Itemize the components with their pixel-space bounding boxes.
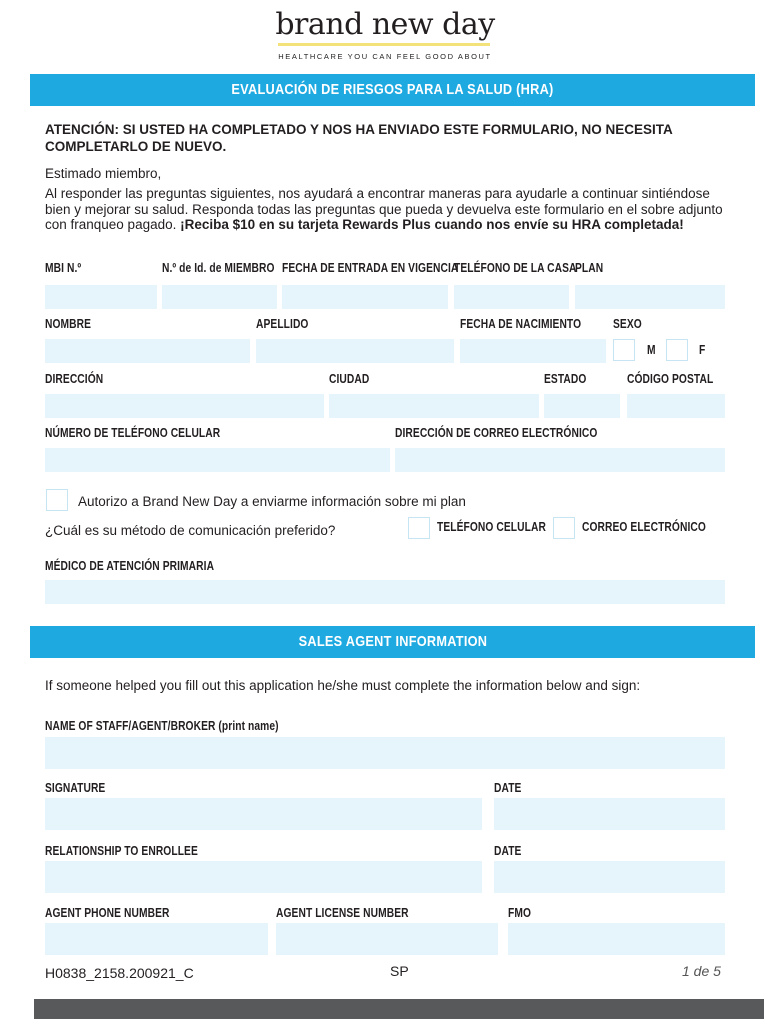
bottom-bar — [34, 999, 764, 1019]
label-relationship: RELATIONSHIP TO ENROLLEE — [45, 844, 198, 858]
label-date-1: DATE — [494, 781, 522, 795]
zip-field[interactable] — [627, 394, 725, 418]
label-last-name: APELLIDO — [256, 317, 309, 331]
attention-notice: ATENCIÓN: SI USTED HA COMPLETADO Y NOS HA ENVIADO ESTE FORMULARIO, NO NECESITA COMPLETARLO DE NUEVO. — [45, 122, 673, 154]
city-field[interactable] — [329, 394, 539, 418]
brand-logo-text: brand new day — [275, 7, 495, 42]
agent-banner-title: SALES AGENT INFORMATION — [298, 633, 487, 650]
label-state: ESTADO — [544, 372, 587, 386]
label-plan: PLAN — [575, 261, 604, 275]
label-city: CIUDAD — [329, 372, 370, 386]
agent-banner — [30, 626, 755, 658]
dob-field[interactable] — [460, 339, 606, 363]
label-agent-phone: AGENT PHONE NUMBER — [45, 906, 170, 920]
hra-banner-title: EVALUACIÓN DE RIESGOS PARA LA SALUD (HRA) — [231, 81, 554, 98]
label-sex-f: F — [699, 343, 706, 357]
label-cell-phone: NÚMERO DE TELÉFONO CELULAR — [45, 426, 221, 440]
language-code: SP — [390, 963, 409, 979]
date-1-field[interactable] — [494, 798, 725, 830]
address-field[interactable] — [45, 394, 324, 418]
pcp-field[interactable] — [45, 580, 725, 604]
logo-underline — [278, 43, 490, 46]
agent-instruction: If someone helped you fill out this application he/she must complete the information below and sign: — [45, 678, 641, 693]
last-name-field[interactable] — [256, 339, 454, 363]
first-name-field[interactable] — [45, 339, 250, 363]
preferred-question: ¿Cuál es su método de comunicación preferido? — [45, 523, 336, 538]
label-first-name: NOMBRE — [45, 317, 92, 331]
brand-tagline: HEALTHCARE YOU CAN FEEL GOOD ABOUT — [278, 52, 492, 61]
mbi-field[interactable] — [45, 285, 157, 309]
plan-field[interactable] — [575, 285, 725, 309]
label-agent-license: AGENT LICENSE NUMBER — [276, 906, 409, 920]
effective-date-field[interactable] — [282, 285, 448, 309]
label-pref-email: CORREO ELECTRÓNICO — [582, 520, 706, 534]
pref-email-checkbox[interactable] — [553, 517, 575, 539]
intro-body — [45, 186, 735, 233]
hra-banner — [30, 74, 755, 106]
form-code: H0838_2158.200921_C — [45, 965, 194, 981]
page-number: 1 de 5 — [682, 963, 721, 979]
agent-license-field[interactable] — [276, 923, 498, 955]
sex-m-checkbox[interactable] — [613, 339, 635, 361]
label-home-phone: TELÉFONO DE LA CASA — [454, 261, 577, 275]
label-fmo: FMO — [508, 906, 532, 920]
label-sex: SEXO — [613, 317, 642, 331]
label-sex-m: M — [647, 343, 656, 357]
label-address: DIRECCIÓN — [45, 372, 104, 386]
greeting: Estimado miembro, — [45, 166, 162, 181]
fmo-field[interactable] — [508, 923, 725, 955]
label-effective-date: FECHA DE ENTRADA EN VIGENCIA — [282, 261, 459, 275]
label-mbi: MBI N.º — [45, 261, 82, 275]
agent-phone-field[interactable] — [45, 923, 268, 955]
agent-name-field[interactable] — [45, 737, 725, 769]
label-email: DIRECCIÓN DE CORREO ELECTRÓNICO — [395, 426, 598, 440]
intro-body-text: Al responder las preguntas siguientes, nos ayudará a encontrar maneras para ayudarle a continuar sintiéndose bien y mejorar su salud. Responda todas las preguntas que pueda y devuelva este formulario en el sobre adjunto con franqueo pagado. — [45, 186, 723, 232]
consent-checkbox[interactable] — [46, 489, 68, 511]
label-date-2: DATE — [494, 844, 522, 858]
label-signature: SIGNATURE — [45, 781, 106, 795]
consent-text: Autorizo a Brand New Day a enviarme información sobre mi plan — [78, 494, 466, 509]
label-dob: FECHA DE NACIMIENTO — [460, 317, 582, 331]
label-pcp: MÉDICO DE ATENCIÓN PRIMARIA — [45, 559, 215, 573]
email-field[interactable] — [395, 448, 725, 472]
label-pref-cell: TELÉFONO CELULAR — [437, 520, 546, 534]
brand-logo — [0, 8, 770, 42]
label-member-id: N.º de Id. de MIEMBRO — [162, 261, 275, 275]
signature-field[interactable] — [45, 798, 482, 830]
intro-reward-text: ¡Reciba $10 en su tarjeta Rewards Plus cuando nos envíe su HRA completada! — [180, 217, 684, 232]
member-id-field[interactable] — [162, 285, 277, 309]
pref-cell-checkbox[interactable] — [408, 517, 430, 539]
relationship-field[interactable] — [45, 861, 482, 893]
label-agent-name: NAME OF STAFF/AGENT/BROKER (print name) — [45, 719, 279, 733]
date-2-field[interactable] — [494, 861, 725, 893]
sex-f-checkbox[interactable] — [666, 339, 688, 361]
state-field[interactable] — [544, 394, 620, 418]
cell-phone-field[interactable] — [45, 448, 390, 472]
home-phone-field[interactable] — [454, 285, 569, 309]
label-zip: CÓDIGO POSTAL — [627, 372, 714, 386]
